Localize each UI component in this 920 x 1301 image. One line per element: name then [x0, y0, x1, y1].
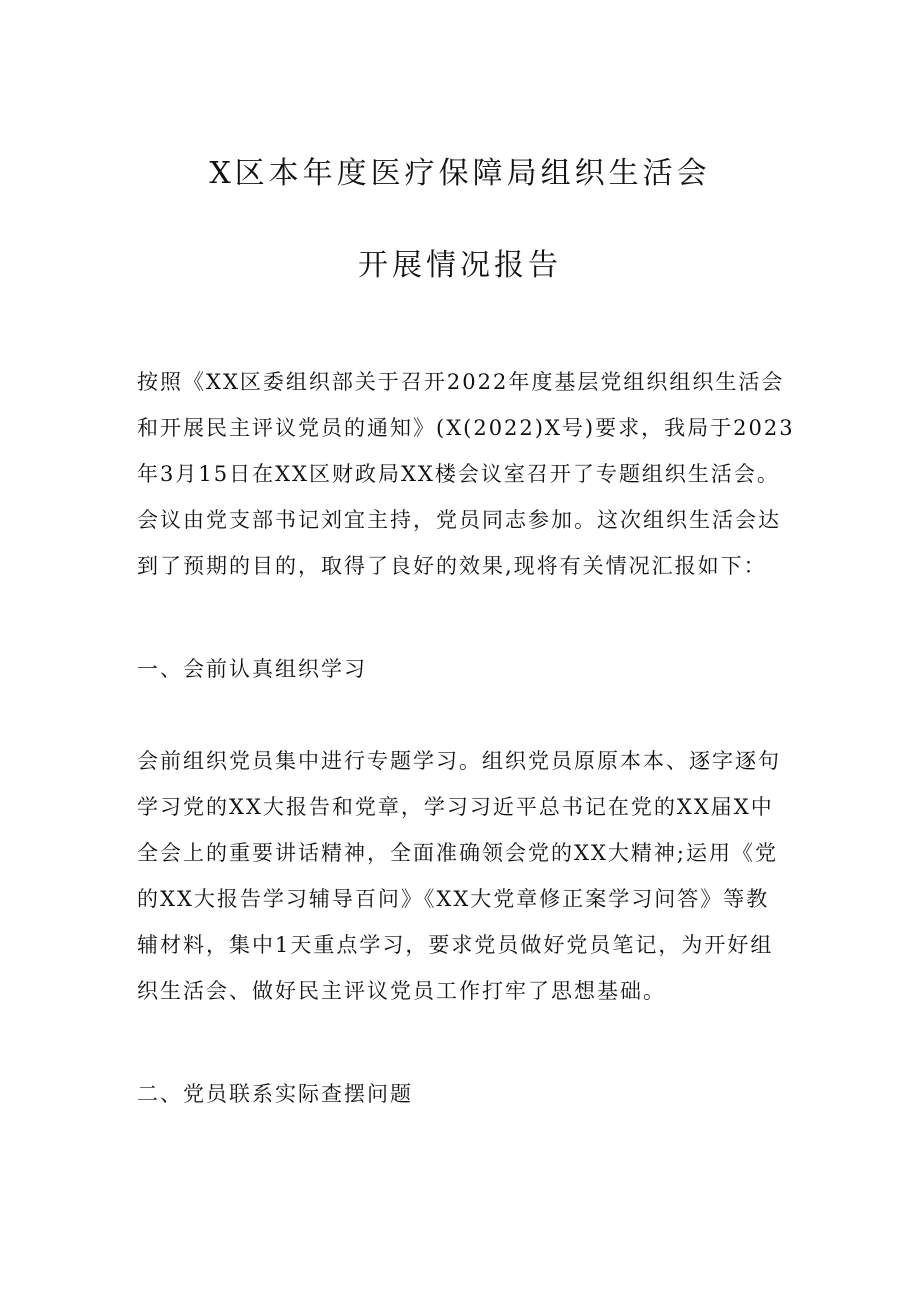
intro-paragraph: [137, 359, 805, 589]
section-1-paragraph: [137, 738, 805, 1014]
section-1-line: 学习党的XX大报告和党章，学习习近平总书记在党的XX届X中: [137, 795, 774, 819]
intro-line: 年3月15日在XX区财政局XX楼会议室召开了专题组织生活会。: [137, 462, 780, 486]
section-2-heading: [137, 1071, 805, 1117]
document-title-line-2: 开展情况报告: [358, 248, 562, 283]
section-1-line: 全会上的重要讲话精神，全面准确领会党的XX大精神;运用《党: [137, 841, 778, 865]
intro-line: 按照《XX区委组织部关于召开2022年度基层党组织组织生活会: [137, 370, 785, 394]
intro-line: 会议由党支部书记刘宜主持，党员同志参加。这次组织生活会达: [137, 508, 781, 532]
section-1-line: 的XX大报告学习辅导百问》《XX大党章修正案学习问答》等教: [137, 887, 770, 911]
section-1-heading: [137, 646, 805, 692]
intro-line: 和开展民主评议党员的通知》(X(2022)X号)要求，我局于2023: [137, 416, 795, 440]
section-heading-text: 一、会前认真组织学习: [137, 657, 367, 681]
section-heading-text: 二、党员联系实际查摆问题: [137, 1082, 413, 1106]
section-1-line: 织生活会、做好民主评议党员工作打牢了思想基础。: [137, 979, 666, 1003]
section-1-line: 辅材料，集中1天重点学习，要求党员做好党员笔记，为开好组: [137, 933, 774, 957]
document-title-line-1: X区本年度医疗保障局组织生活会: [209, 156, 711, 191]
section-1-line: 会前组织党员集中进行专题学习。组织党员原原本本、逐字逐句: [137, 749, 781, 773]
intro-line: 到了预期的目的，取得了良好的效果,现将有关情况汇报如下：: [137, 554, 767, 578]
